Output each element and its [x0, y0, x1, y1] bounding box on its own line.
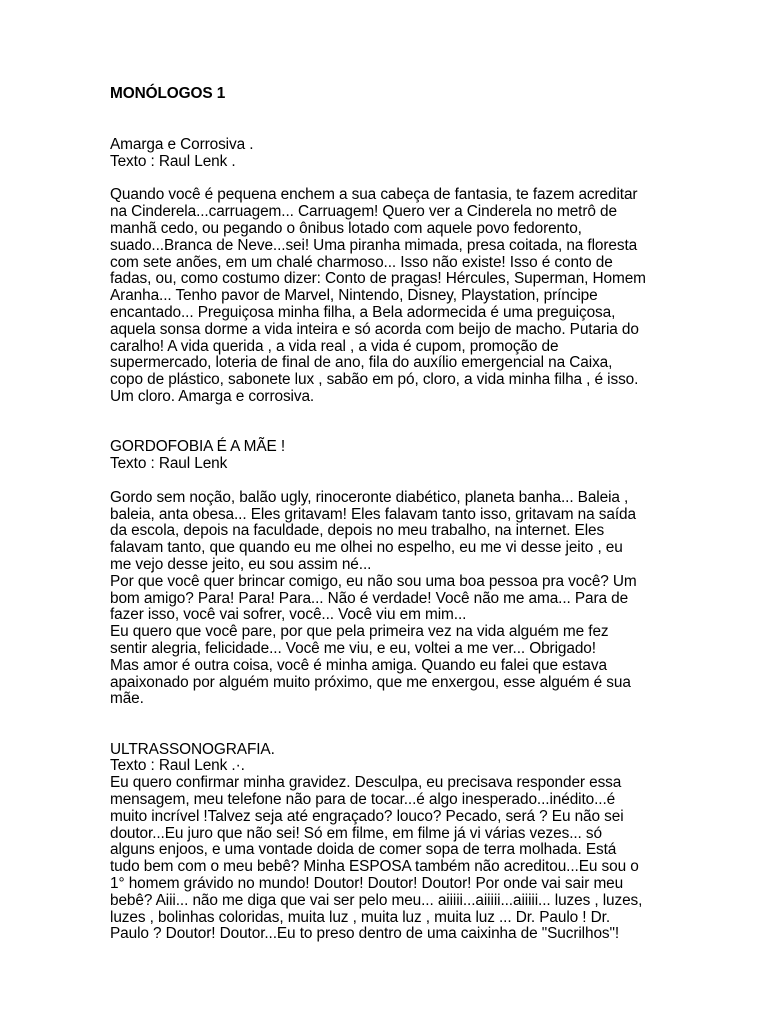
text-line: baleia, anta obesa... Eles gritavam! Eles falavam tanto isso, gritavam na saída — [110, 505, 636, 523]
text-line: apaixonado por alguém muito próximo, que me enxergou, esse alguém é sua — [110, 673, 631, 691]
text-line: Gordo sem noção, balão ugly, rinoceronte diabético, planeta banha... Baleia , — [110, 488, 629, 506]
text-line: alguns enjoos, e uma vontade doida de comer sopa de terra molhada. Está — [110, 841, 617, 859]
document-title: MONÓLOGOS 1 — [110, 85, 226, 102]
section-author: Texto : Raul Lenk . — [110, 152, 236, 170]
section-author: Texto : Raul Lenk — [110, 455, 228, 473]
text-line: bebê? Aiii... não me diga que vai ser pelo meu... aiiiii...aiiiii...aiiiii... luzes , luzes, — [110, 891, 643, 909]
text-line: na Cinderela...carruagem... Carruagem! Quero ver a Cinderela no metrô de — [110, 203, 617, 221]
text-line: Mas amor é outra coisa, você é minha amiga. Quando eu falei que estava — [110, 656, 607, 674]
text-line: falavam tanto, que quando eu me olhei no espelho, eu me vi desse jeito , eu — [110, 539, 623, 557]
text-line: mãe. — [110, 690, 144, 708]
text-line: doutor...Eu juro que não sei! Só em filme, em filme já vi várias vezes... só — [110, 824, 602, 842]
section-heading: ULTRASSONOGRAFIA. — [110, 740, 275, 758]
section-amarga-e-corrosiva — [110, 137, 670, 406]
text-line: Por que você quer brincar comigo, eu não sou uma boa pessoa pra você? Um — [110, 572, 637, 590]
text-line: luzes , bolinhas coloridas, muita luz , muita luz , muita luz ... Dr. Paulo ! Dr. — [110, 908, 611, 926]
text-line: bom amigo? Para! Para! Para... Não é verdade! Você não me ama... Para de — [110, 589, 629, 607]
text-line: manhã cedo, ou pegando o ônibus lotado com aquele povo fedorento, — [110, 219, 582, 237]
text-line: Um cloro. Amarga e corrosiva. — [110, 387, 315, 405]
text-line: 1° homem grávido no mundo! Doutor! Doutor! Doutor! Por onde vai sair meu — [110, 875, 624, 893]
text-line: com sete anões, em um chalé charmoso... Isso não existe! Isso é conto de — [110, 253, 613, 271]
text-line: fadas, ou, como costumo dizer: Conto de pragas! Hércules, Superman, Homem — [110, 270, 646, 288]
section-ultrassonografia — [110, 742, 670, 944]
section-heading: GORDOFOBIA É A MÃE ! — [110, 438, 286, 456]
section-body — [110, 187, 670, 405]
text-line: Paulo ? Doutor! Doutor...Eu to preso dentro de uma caixinha de "Sucrilhos"! — [110, 925, 620, 943]
text-line: me vejo desse jeito, eu sou assim né... — [110, 555, 372, 573]
text-line: sentir alegria, felicidade... Você me viu, e eu, voltei a me ver... Obrigado! — [110, 639, 596, 657]
text-line: mensagem, meu telefone não para de tocar...é algo inesperado...inédito...é — [110, 791, 616, 809]
text-line: encantado... Preguiçosa minha filha, a Bela adormecida é uma preguiçosa, — [110, 303, 616, 321]
text-line: fazer isso, você vai sofrer, você... Você viu em mim... — [110, 606, 467, 624]
text-line: muito incrível !Talvez seja até engraçado? louco? Pecado, será ? Eu não sei — [110, 807, 624, 825]
text-line: copo de plástico, sabonete lux , sabão em pó, cloro, a vida minha filha , é isso. — [110, 371, 639, 389]
text-line: da escola, depois na faculdade, depois no meu trabalho, na internet. Eles — [110, 522, 605, 540]
document-page — [110, 86, 670, 943]
text-line: suado...Branca de Neve...sei! Uma piranha mimada, presa coitada, na floresta — [110, 236, 638, 254]
text-line: tudo bem com o meu bebê? Minha ESPOSA também não acreditou...Eu sou o — [110, 858, 639, 876]
section-heading: Amarga e Corrosiva . — [110, 136, 254, 153]
text-line: Eu quero que você pare, por que pela primeira vez na vida alguém me fez — [110, 623, 609, 641]
section-gordofobia — [110, 439, 670, 708]
text-line: supermercado, loteria de final de ano, fila do auxílio emergencial na Caixa, — [110, 354, 613, 372]
text-line: Aranha... Tenho pavor de Marvel, Nintendo, Disney, Playstation, príncipe — [110, 287, 598, 305]
section-body — [110, 490, 670, 708]
text-line: caralho! A vida querida , a vida real , a vida é cupom, promoção de — [110, 337, 559, 355]
text-line: Eu quero confirmar minha gravidez. Desculpa, eu precisava responder essa — [110, 774, 622, 792]
section-body — [110, 775, 670, 943]
text-line: aquela sonsa dorme a vida inteira e só acorda com beijo de macho. Putaria do — [110, 320, 639, 338]
text-line: Quando você é pequena enchem a sua cabeça de fantasia, te fazem acreditar — [110, 186, 638, 204]
section-author: Texto : Raul Lenk .·. — [110, 757, 245, 775]
